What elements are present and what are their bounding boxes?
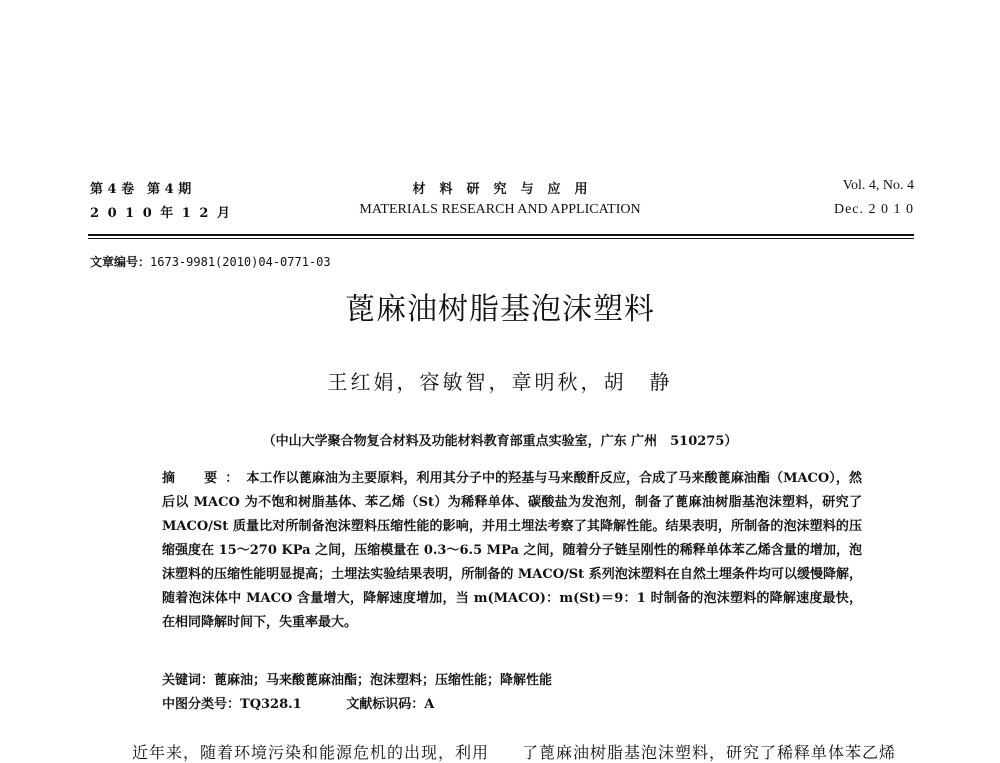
header-rule-thin bbox=[88, 238, 914, 239]
body-text-left-column: 近年来，随着环境污染和能源危机的出现，利用 bbox=[132, 743, 490, 762]
classification-row bbox=[162, 693, 434, 712]
volume-issue: 第 4 卷 第 4 期 bbox=[90, 182, 192, 197]
affiliation: （中山大学聚合物复合材料及功能材料教育部重点实验室，广东 广州 510275） bbox=[262, 434, 738, 449]
publication-date-en: Dec. 2 0 1 0 bbox=[833, 202, 914, 217]
abstract-label: 摘 要： bbox=[162, 471, 247, 486]
journal-title-cn: 材料研究与应用 bbox=[412, 182, 602, 197]
article-number bbox=[90, 253, 331, 270]
article-number-label: 文章编号： bbox=[90, 255, 151, 269]
volume-issue-en: Vol. 4, No. 4 bbox=[842, 178, 914, 193]
author-list: 王红娟，容敏智，章明秋，胡 静 bbox=[327, 370, 673, 394]
paper-title: 蓖麻油树脂基泡沫塑料 bbox=[345, 292, 655, 327]
body-text-right-column: 了蓖麻油树脂基泡沫塑料，研究了稀释单体苯乙烯 bbox=[522, 743, 897, 762]
keywords-text: 蓖麻油；马来酸蓖麻油酯；泡沫塑料；压缩性能；降解性能 bbox=[214, 673, 553, 688]
doc-code-label: 文献标识码： bbox=[346, 697, 425, 712]
header-rule-thick bbox=[88, 234, 914, 236]
doc-code-value: A bbox=[424, 697, 435, 712]
journal-title-en: MATERIALS RESEARCH AND APPLICATION bbox=[359, 202, 641, 217]
clc-value: TQ328.1 bbox=[240, 697, 302, 712]
keywords bbox=[162, 669, 552, 688]
abstract bbox=[162, 467, 862, 635]
publication-date-cn: 2 0 1 0 年 1 2 月 bbox=[90, 206, 232, 221]
abstract-text: 本工作以蓖麻油为主要原料，利用其分子中的羟基与马来酸酐反应，合成了马来酸蓖麻油酯（MACO），然后以 MACO 为不饱和树脂基体、苯乙烯（St）为稀释单体、碳酸盐为发泡剂，制备了蓖麻油树脂基泡沫塑料，研究了 MACO/St 质量比对所制备泡沫塑料压缩性能的影响，并用土埋法考察了其降解性能。结果表明，所制备的泡沫塑料的压缩强度在 15～270 KPa 之间，压缩模量在 0.3～6.5 MPa 之间，随着分子链呈刚性的稀释单体苯乙烯含量的增加，泡沫塑料的压缩性能明显提高；土埋法实验结果表明，所制备的 MACO/St 系列泡沫塑料在自然土埋条件均可以缓慢降解，随着泡沫体中 MACO 含量增大，降解速度增加，当 m(MACO)：m(St)＝9：1 时制备的泡沫塑料的降解速度最快，在相同降解时间下，失重率最大。 bbox=[162, 471, 862, 630]
clc-label: 中图分类号： bbox=[162, 697, 241, 712]
keywords-label: 关键词： bbox=[162, 673, 215, 688]
article-number-value: 1673-9981(2010)04-0771-03 bbox=[150, 255, 331, 269]
